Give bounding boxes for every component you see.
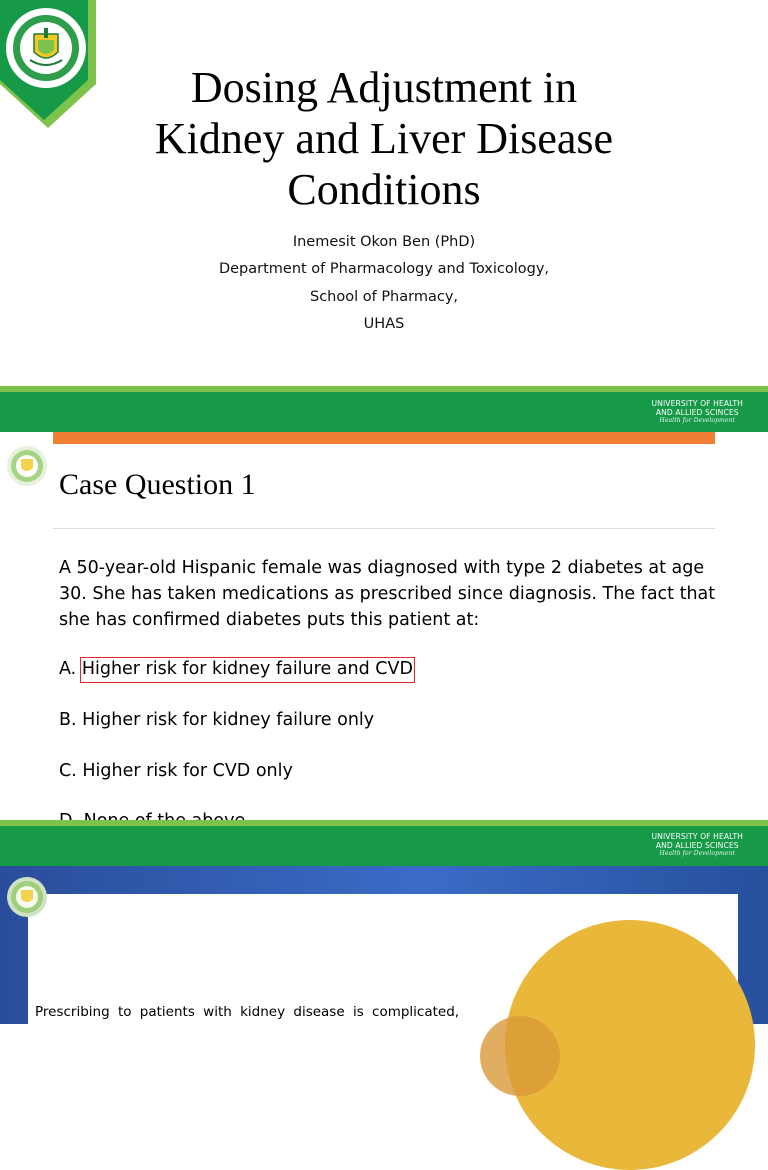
wordmark-line: UNIVERSITY OF HEALTH [651, 832, 743, 841]
footer-accent-line [0, 386, 768, 392]
wordmark-tagline: Health for Development [659, 417, 735, 424]
institution-name: UHAS [363, 315, 405, 332]
university-wordmark [652, 400, 744, 426]
footer-bar [0, 386, 768, 432]
wordmark-line: UNIVERSITY OF HEALTH [651, 399, 743, 408]
option-letter: A. [59, 659, 77, 679]
title-line: Kidney and Liver Disease [154, 114, 614, 163]
presenter-info [0, 229, 768, 338]
decorative-circle [480, 1016, 560, 1096]
title-line: Conditions [287, 165, 481, 214]
footer-bar [0, 820, 768, 866]
wordmark-tagline: Health for Development [659, 850, 735, 857]
presentation-title [0, 62, 768, 215]
author-name: Inemesit Okon Ben (PhD) [292, 234, 476, 250]
university-logo-icon [6, 445, 48, 487]
wordmark-line: AND ALLIED SCINCES [655, 840, 739, 850]
orange-header-bar [53, 432, 715, 444]
footer-accent-line [0, 820, 768, 826]
option-text: Higher risk for CVD only [82, 761, 293, 781]
option-b [59, 710, 374, 730]
slide-title: Case Question 1 [59, 468, 256, 501]
wordmark-line: AND ALLIED SCINCES [655, 407, 739, 417]
option-c [59, 761, 293, 781]
university-wordmark [652, 833, 744, 859]
title-line: Dosing Adjustment in [190, 63, 578, 112]
department-name: Department of Pharmacology and Toxicology, [218, 261, 550, 278]
option-text: Higher risk for kidney failure and CVD [81, 659, 413, 679]
content-slide [0, 866, 768, 1024]
title-divider [53, 528, 715, 529]
answer-highlight-box [80, 657, 415, 683]
body-text: Prescribing to patients with kidney disease is complicated, [35, 1004, 460, 1020]
option-letter: B. [59, 710, 77, 730]
university-logo-icon [6, 876, 48, 918]
title-slide [0, 0, 768, 386]
option-letter: C. [59, 761, 77, 781]
question-text: A 50-year-old Hispanic female was diagnosed with type 2 diabetes at age 30. She has taken medications as prescribed since diagnosis. The fact that she has confirmed diabetes puts this patient at: [59, 558, 716, 630]
school-name: School of Pharmacy, [309, 288, 459, 305]
case-question-slide [0, 432, 768, 820]
option-text: Higher risk for kidney failure only [82, 710, 375, 730]
